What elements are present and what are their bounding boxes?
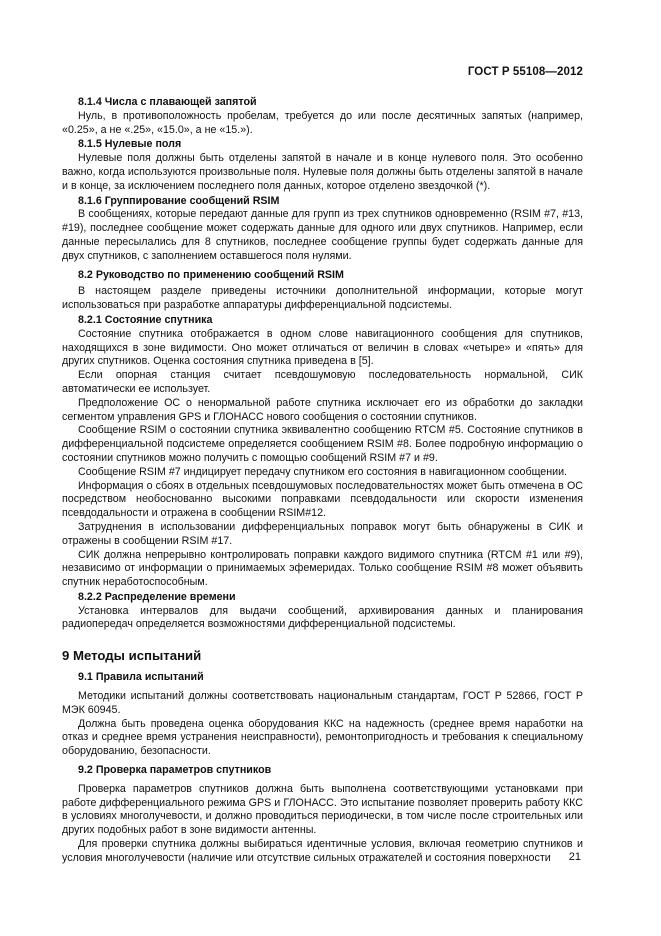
paragraph: Для проверки спутника должны выбираться идентичные условия, включая геометрию спутников и условия многолучевости (наличие или отсутствие сильных отражателей и состояния поверхности [62,838,583,864]
paragraph: СИК должна непрерывно контролировать поправки каждого видимого спутника (RTCM #1 или #9), независимо от информации о принимаемых эфемеридах. Только сообщение RSIM #8 может объявить спутник неработоспособным. [62,548,583,589]
paragraph: Информация о сбоях в отдельных псевдошумовых последовательностях может быть отмечена в ОС посредством необоснованно высокими поправками псевдодальности или скорости изменения псевдодальности и отражена в сообщении RSIM#12. [62,479,583,520]
paragraph: Если опорная станция считает псевдошумовую последовательность нормальной, СИК автоматически ее использует. [62,369,583,395]
paragraph: Сообщение RSIM #7 индицирует передачу спутником его состояния в навигационном сообщении. [78,465,568,478]
heading-8-1-5: 8.1.5 Нулевые поля [78,138,182,151]
paragraph: Проверка параметров спутников должна быть выполнена соответствующими установками при работе дифференциального режима GPS и ГЛОНАСС. Это испытание позволяет проверить работу ККС в условиях многолучевости, и должно проводиться периодически, в том числе после строительных или других подобных работ в зоне видимости антенны. [62,782,583,837]
paragraph: Установка интервалов для выдачи сообщений, архивирования данных и планирования радиопередач определяется возможностями дифференциальной подсистемы. [62,604,583,631]
paragraph: Состояние спутника отображается в одном слове навигационного сообщения для спутников, находящихся в зоне видимости. Оно может отличаться от величин в словах «четыре» и «пять» для других спутников. Оценка состояния спутника приведена в [5]. [62,327,583,368]
paragraph: Методики испытаний должны соответствовать национальным стандартам, ГОСТ Р 52866, ГОСТ Р МЭК 60945. [62,690,583,716]
paragraph: В сообщениях, которые передают данные для групп из трех спутников одновременно (RSIM #7, #13, #19), последнее сообщение может содержать данные для одного или двух спутников. Например, если данные пересылались для 8 спутников, последнее сообщение группы будет содержать данные для двух спутников, с заполнением оставшегося поля нулями. [62,208,583,262]
page-content [62,95,583,866]
standard-header: ГОСТ Р 55108—2012 [467,66,583,78]
heading-8-1-6: 8.1.6 Группирование сообщений RSIM [78,194,280,207]
heading-9-2: 9.2 Проверка параметров спутников [78,764,272,777]
paragraph: Сообщение RSIM о состоянии спутника эквивалентно сообщению RTCM #5. Состояние спутников в дифференциальной подсистеме определяется сообщением RSIM #8. Более подробную информацию о состоянии спутников можно получить с помощью сообщений RSIM #7 и #9. [62,424,583,464]
heading-9: 9 Методы испытаний [62,648,202,664]
heading-8-2: 8.2 Руководство по применению сообщений RSIM [78,268,344,281]
heading-8-2-1: 8.2.1 Состояние спутника [78,313,213,326]
paragraph: Предположение ОС о ненормальной работе спутника исключает его из обработки до закладки сегментом управления GPS и ГЛОНАСС нового сообщения о состоянии спутников. [62,396,583,423]
heading-8-1-4: 8.1.4 Числа с плавающей запятой [78,96,257,108]
heading-9-1: 9.1 Правила испытаний [78,671,204,684]
paragraph: Должна быть проведена оценка оборудования ККС на надежность (среднее время наработки на отказ и среднее время устранения неисправности), ремонтопригодность и требования к специальному оборудованию, безопасности. [62,717,583,758]
paragraph: В настоящем разделе приведены источники дополнительной информации, которые могут использоваться при разработке аппаратуры дифференциальной подсистемы. [62,285,583,312]
paragraph: Затруднения в использовании дифференциальных поправок могут быть обнаружены в СИК и отражены в сообщении RSIM #17. [62,520,583,547]
heading-8-2-2: 8.2.2 Распределение времени [78,590,236,603]
paragraph: Нуль, в противоположность пробелам, требуется до или после десятичных запятых (например, «0.25», а не «.25», «15.0», а не «15.»). [62,109,583,136]
page-number: 21 [568,851,581,863]
paragraph: Нулевые поля должны быть отделены запятой в начале и в конце нулевого поля. Это особенно важно, когда используются произвольные поля. Нулевые поля должны быть отделены запятой в начале и в конце, за исключением последнего поля данных, которое отделено звездочкой (*). [62,152,583,192]
